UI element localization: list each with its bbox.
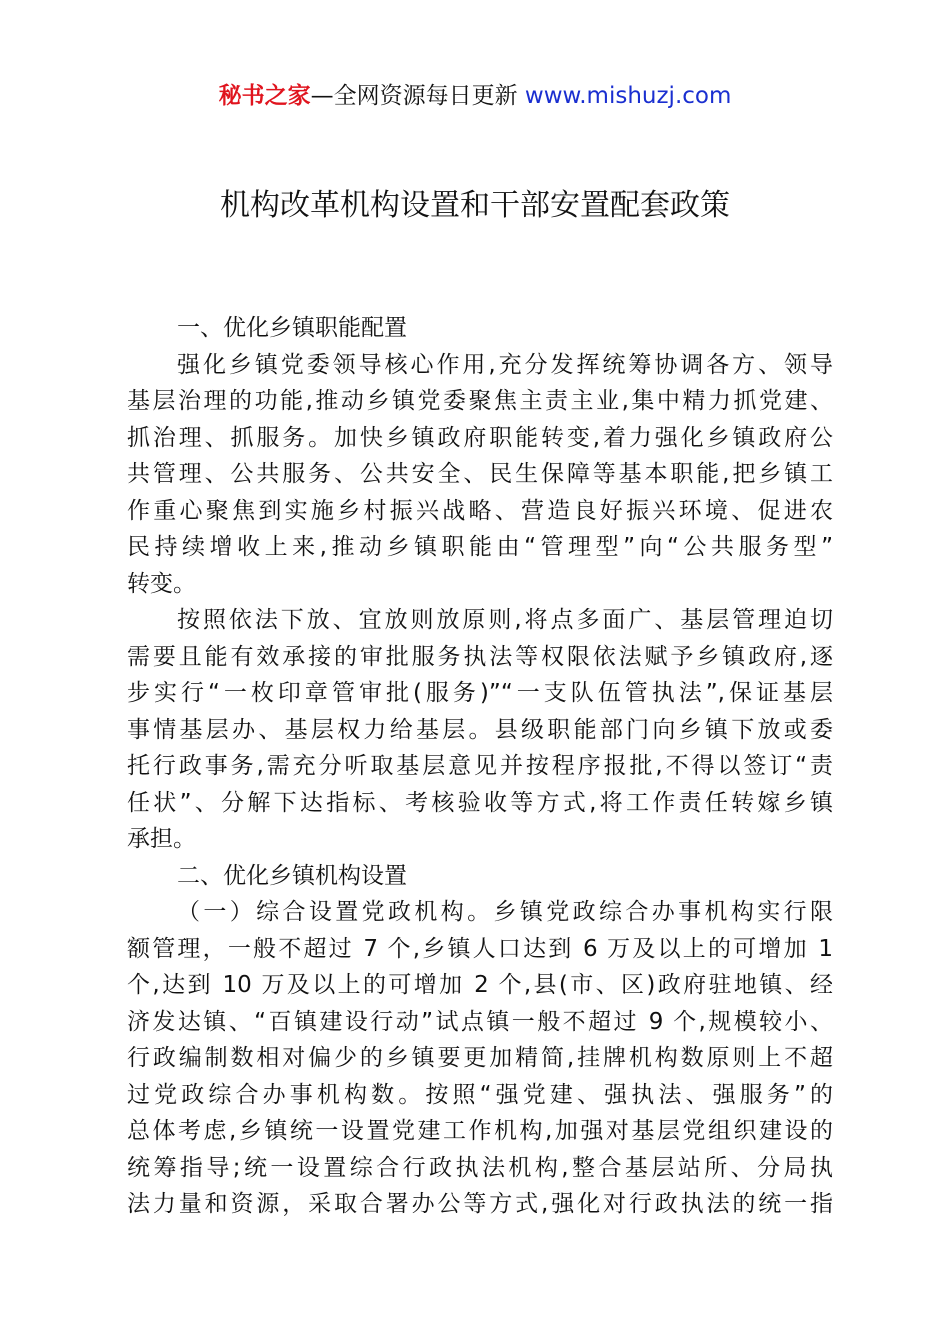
- body-line: 事情基层办、基层权力给基层。县级职能部门向乡镇下放或委: [127, 716, 833, 743]
- body-line: 基层治理的功能,推动乡镇党委聚焦主责主业,集中精力抓党建、: [127, 388, 833, 414]
- body-line: 个,达到 10 万及以上的可增加 2 个,县(市、区)政府驻地镇、经: [127, 972, 833, 998]
- body-line: 额管理，一般不超过 7 个,乡镇人口达到 6 万及以上的可增加 1: [127, 935, 833, 962]
- body-line: （一）综合设置党政机构。乡镇党政综合办事机构实行限: [177, 899, 833, 925]
- body-line: 法力量和资源，采取合署办公等方式,强化对行政执法的统一指: [127, 1191, 833, 1217]
- body-line: 共管理、公共服务、公共安全、民生保障等基本职能,把乡镇工: [127, 461, 833, 487]
- body-line: 统筹指导;统一设置综合行政执法机构,整合基层站所、分局执: [127, 1154, 833, 1181]
- body-line: 转变。: [127, 570, 196, 597]
- body-line: 强化乡镇党委领导核心作用,充分发挥统筹协调各方、领导: [177, 351, 833, 378]
- body-line: 步实行“一枚印章管审批(服务)”“一支队伍管执法”,保证基层: [127, 680, 833, 706]
- body-line: 济发达镇、“百镇建设行动”试点镇一般不超过 9 个,规模较小、: [127, 1008, 833, 1035]
- body-line: 任状”、分解下达指标、考核验收等方式,将工作责任转嫁乡镇: [127, 789, 833, 816]
- body-line: 过党政综合办事机构数。按照“强党建、强执法、强服务”的: [127, 1081, 833, 1108]
- body-line: 二、优化乡镇机构设置: [177, 862, 407, 889]
- brand-name: 秘书之家: [218, 83, 311, 109]
- body-line: 行政编制数相对偏少的乡镇要更加精简,挂牌机构数原则上不超: [127, 1045, 833, 1071]
- body-line: 总体考虑,乡镇统一设置党建工作机构,加强对基层党组织建设的: [127, 1118, 833, 1144]
- document-title: 机构改革机构设置和干部安置配套政策: [220, 188, 730, 223]
- body-line: 需要且能有效承接的审批服务执法等权限依法赋予乡镇政府,逐: [127, 643, 833, 670]
- body-line: 按照依法下放、宜放则放原则,将点多面广、基层管理迫切: [177, 607, 833, 633]
- document-body: [127, 310, 833, 1223]
- body-line: 一、优化乡镇职能配置: [177, 315, 407, 341]
- body-line: 抓治理、抓服务。加快乡镇政府职能转变,着力强化乡镇政府公: [127, 424, 833, 451]
- body-line: 托行政事务,需充分听取基层意见并按程序报批,不得以签订“责: [127, 753, 833, 779]
- body-line: 承担。: [127, 826, 196, 852]
- body-line: 作重心聚焦到实施乡村振兴战略、营造良好振兴环境、促进农: [127, 497, 833, 524]
- header-tagline: —全网资源每日更新: [310, 83, 518, 109]
- site-url[interactable]: www.mishuzj.com: [524, 83, 732, 109]
- page-header: [0, 80, 950, 112]
- body-line: 民持续增收上来,推动乡镇职能由“管理型”向“公共服务型”: [127, 534, 833, 560]
